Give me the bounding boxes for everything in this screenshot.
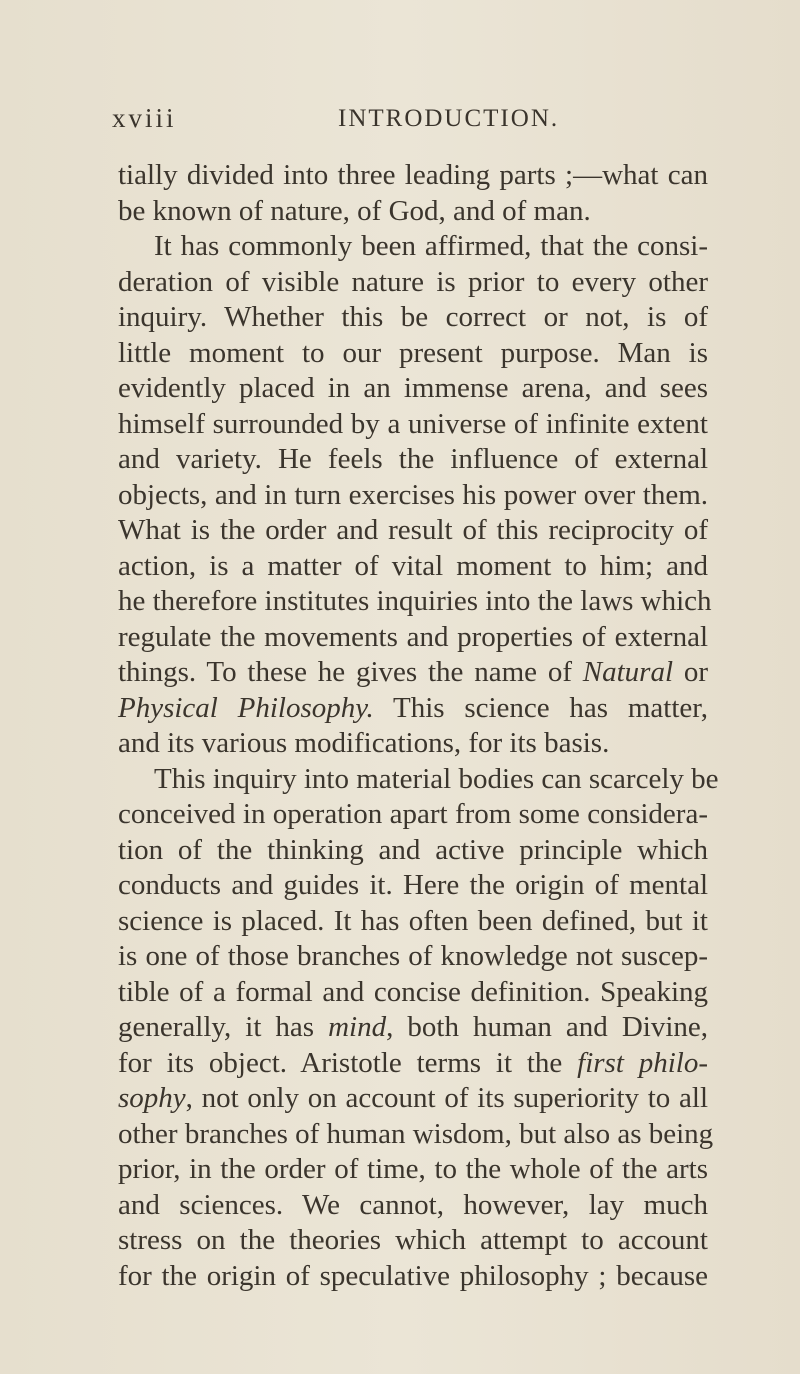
italic-term: sophy bbox=[118, 1082, 186, 1114]
text-line: little moment to our present purpose. Man is bbox=[118, 336, 708, 369]
text-line: sophy, not only on account of its superiority to all bbox=[118, 1082, 708, 1114]
text-line: he therefore institutes inquiries into the laws which bbox=[118, 585, 712, 617]
text-line: be known of nature, of God, and of man. bbox=[118, 194, 591, 227]
text-line: This inquiry into material bodies can scarcely be bbox=[154, 762, 719, 795]
text-line: conducts and guides it. Here the origin of mental bbox=[118, 869, 708, 901]
running-title: INTRODUCTION. bbox=[338, 105, 560, 132]
text-line: other branches of human wisdom, but also as being bbox=[118, 1117, 714, 1150]
text-line: is one of those branches of knowledge not suscep- bbox=[118, 940, 708, 972]
text-line: tible of a formal and concise definition. Speaking bbox=[118, 975, 708, 1008]
text-line: tially divided into three leading parts ;—what can bbox=[118, 159, 708, 191]
text-line: objects, and in turn exercises his power over them. bbox=[118, 478, 708, 511]
text-line: inquiry. Whether this be correct or not, is of bbox=[118, 301, 708, 333]
body-text bbox=[118, 158, 719, 1294]
text-line: for its object. Aristotle terms it the first philo- bbox=[118, 1046, 709, 1079]
text-line: and variety. He feels the influence of external bbox=[118, 443, 708, 475]
text-line: evidently placed in an immense arena, and sees bbox=[118, 372, 708, 404]
text-line: Physical Philosophy. This science has matter, bbox=[118, 691, 708, 724]
text-line: deration of visible nature is prior to every other bbox=[118, 265, 708, 298]
text-line: himself surrounded by a universe of infinite extent bbox=[118, 407, 708, 440]
text-line: prior, in the order of time, to the whole of the arts bbox=[118, 1153, 708, 1185]
italic-term: mind bbox=[328, 1011, 387, 1043]
text-line: and sciences. We cannot, however, lay much bbox=[118, 1188, 708, 1221]
text-line: stress on the theories which attempt to account bbox=[118, 1224, 708, 1256]
italic-term: Natural bbox=[582, 656, 674, 688]
text-line: action, is a matter of vital moment to him; and bbox=[118, 549, 708, 582]
italic-term: Physical Philosophy. bbox=[118, 691, 374, 724]
page-header bbox=[112, 103, 712, 143]
text-line: things. To these he gives the name of Natural or bbox=[118, 656, 708, 688]
text-line: generally, it has mind, both human and Divine, bbox=[118, 1011, 708, 1043]
text-line: conceived in operation apart from some considera- bbox=[118, 798, 708, 830]
text-line: and its various modifications, for its basis. bbox=[118, 727, 610, 759]
text-line: tion of the thinking and active principle which bbox=[118, 833, 708, 866]
text-line: regulate the movements and properties of external bbox=[118, 620, 708, 653]
text-line: science is placed. It has often been defined, but it bbox=[118, 904, 708, 937]
text-line: It has commonly been affirmed, that the consi- bbox=[154, 230, 708, 262]
text-line: for the origin of speculative philosophy ; because bbox=[118, 1259, 708, 1292]
page-number: xviii bbox=[112, 103, 177, 133]
text-line: What is the order and result of this reciprocity of bbox=[118, 514, 708, 546]
italic-term: first philo- bbox=[577, 1046, 709, 1079]
